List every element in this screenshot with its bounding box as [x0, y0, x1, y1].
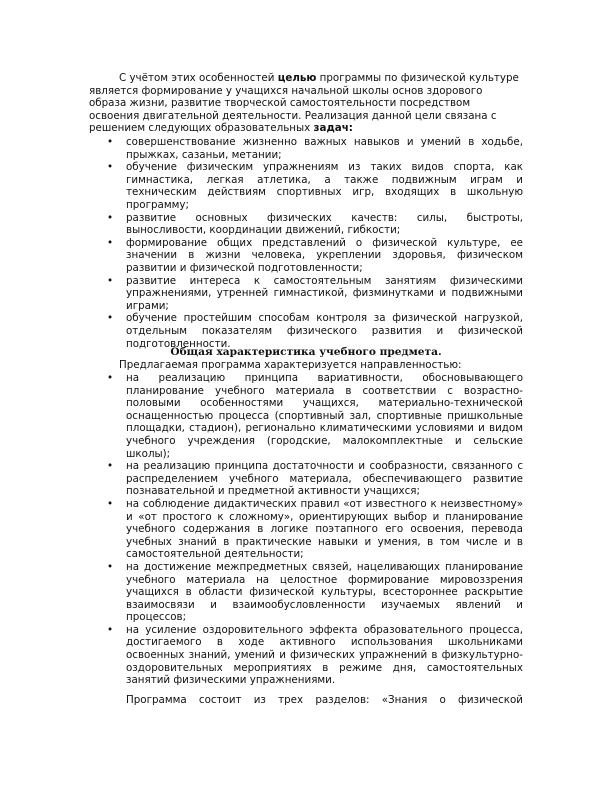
tasks-word: задач: [313, 122, 353, 135]
tasks-list [105, 136, 523, 350]
list-item: • обучение простейшим способам контроля за физической нагрузкой, отдельным показателям физического развития и физической подготовленности. [107, 312, 523, 350]
list-item: • на реализацию принципа вариативности, обосновывающего планирование учебного материала в соответствии с возрастно-половыми особенностями учащихся, материально-технической оснащенностью процесса (спортивный зал, спортивные пришкольные площадки, стадион), регионально климатическими условиями и видом учебного учреждения (городские, малокомплектные и сельские школы); [107, 372, 523, 460]
section-heading: Общая характеристика учебного предмета. [170, 346, 442, 358]
list-item: • совершенствование жизненно важных навыков и умений в ходьбе, прыжках, сазаньи, метании; [107, 136, 523, 161]
list-item: • обучение физическим упражнениям из таких видов спорта, как гимнастика, легкая атлетика, а также подвижным играм и техническим действиям спортивных игр, входящих в школьную программу; [107, 161, 523, 211]
closing-line: Программа состоит из трех разделов: «Знания о физической [126, 694, 523, 706]
list-item: • формирование общих представлений о физической культуре, ее значении в жизни человека, укреплении здоровья, физическом развитии и физической подготовленности; [107, 236, 523, 274]
goal-word: целью [277, 72, 317, 84]
section-intro: Предлагаемая программа характеризуется направленностью: [119, 359, 462, 371]
list-item: • на соблюдение дидактических правил «от известного к неизвестному» и «от простого к сложному», ориентирующих выбор и планирование учебного содержания в логике поэтапного его освоения, перевода учебных знаний в практические навыки и умения, в том числе и в самостоятельной деятельности; [107, 497, 523, 561]
goal-prefix: С учётом этих особенностей [119, 72, 278, 84]
list-item: • развитие интереса к самостоятельным занятиям физическими упражнениями, утренней гимнастикой, физминутками и подвижными играми; [107, 274, 523, 312]
list-item: • на достижение межпредметных связей, нацеливающих планирование учебного материала на целостное формирование мировоззрения учащихся в области физической культуры, всестороннее раскрытие взаимосвязи и взаимообусловленности изучаемых явлений и процессов; [107, 560, 523, 624]
list-item: • на реализацию принципа достаточности и сообразности, связанного с распределением учебного материала, обеспечивающего развитие познавательной и предметной активности учащихся; [107, 460, 523, 498]
goal-text: программы по физической культуре является формирование у учащихся начальной школы основ здорового образа жизни, развитие творческой самостоятельности посредством освоения двигательной деятельности. Реализация данной цели связана с решением следующих образовательных [89, 72, 519, 135]
list-item: • на усиление оздоровительного эффекта образовательного процесса, достигаемого в ходе активного использования школьниками освоенных знаний, умений и физических упражнений в физкультурно-оздоровительных мероприятиях в режиме дня, самостоятельных занятий физическими упражнениями. [107, 623, 523, 687]
intro-paragraph [89, 72, 523, 135]
list-item: • развитие основных физических качеств: силы, быстроты, выносливости, координации движений, гибкости; [107, 211, 523, 237]
directions-list [105, 372, 523, 687]
